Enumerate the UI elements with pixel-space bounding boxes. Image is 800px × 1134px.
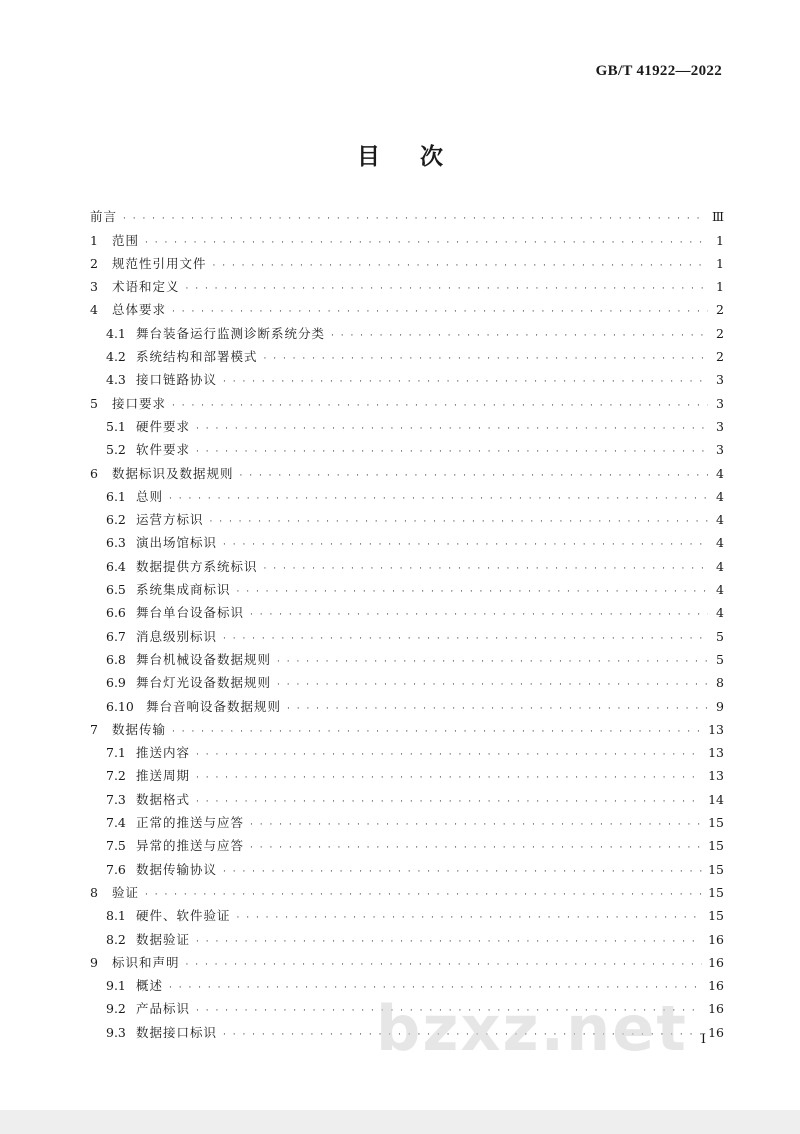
- toc-entry-number: 5.2: [106, 442, 126, 458]
- toc-entry-page: 16: [708, 978, 724, 994]
- toc-entry-page: 4: [716, 558, 724, 574]
- toc-leader-dots: [240, 470, 708, 482]
- toc-leader-dots: [196, 796, 702, 808]
- toc-entry[interactable]: [90, 901, 724, 924]
- toc-entry[interactable]: [90, 808, 724, 831]
- toc-entry-label: 系统集成商标识: [136, 582, 231, 598]
- toc-entry-label: 推送内容: [136, 745, 191, 761]
- toc-entry-number: 6.6: [106, 605, 126, 621]
- toc-leader-dots: [223, 633, 708, 645]
- toc-leader-dots: [196, 772, 702, 784]
- toc-entry-page: 2: [716, 302, 724, 318]
- toc-entry[interactable]: [90, 342, 724, 365]
- toc-entry[interactable]: [90, 831, 724, 854]
- toc-entry-number: 5: [90, 395, 98, 411]
- viewer-bottom-strip: [0, 1110, 800, 1134]
- toc-entry-page: 4: [716, 465, 724, 481]
- toc-leader-dots: [172, 400, 708, 412]
- toc-entry-label: 标识和声明: [112, 954, 180, 970]
- page-title: [0, 138, 800, 171]
- toc-entry[interactable]: [90, 948, 724, 971]
- toc-entry-page: Ⅲ: [711, 209, 724, 225]
- toc-entry-number: 8: [90, 884, 98, 900]
- toc-entry-number: 6.1: [106, 488, 126, 504]
- toc-entry[interactable]: [90, 388, 724, 411]
- toc-entry-number: 8.2: [106, 931, 126, 947]
- toc-entry-page: 16: [708, 1024, 724, 1040]
- toc-entry-page: 1: [716, 279, 724, 295]
- toc-entry-label: 总体要求: [112, 302, 167, 318]
- toc-entry[interactable]: [90, 575, 724, 598]
- toc-entry-number: 9.2: [106, 1001, 126, 1017]
- toc-entry-page: 9: [716, 698, 724, 714]
- toc-entry-label: 软件要求: [136, 442, 191, 458]
- toc-entry-label: 前言: [90, 209, 118, 225]
- standard-code: GB/T 41922—2022: [595, 63, 722, 79]
- toc-entry-number: 7.5: [106, 838, 126, 854]
- toc-entry-label: 硬件要求: [136, 418, 191, 434]
- toc-entry-number: 9.1: [106, 978, 126, 994]
- toc-leader-dots: [237, 912, 703, 924]
- toc-entry-page: 4: [716, 488, 724, 504]
- toc-entry-label: 系统结构和部署模式: [136, 349, 258, 365]
- toc-entry-number: 6.2: [106, 512, 126, 528]
- toc-entry-page: 14: [708, 791, 724, 807]
- toc-entry-number: 7.3: [106, 791, 126, 807]
- toc-entry-label: 正常的推送与应答: [136, 815, 245, 831]
- toc-entry-number: 6.7: [106, 628, 126, 644]
- toc-entry-label: 概述: [136, 978, 164, 994]
- toc-entry-page: 4: [716, 512, 724, 528]
- toc-entry-page: 15: [708, 908, 724, 924]
- toc-entry-label: 数据验证: [136, 931, 191, 947]
- toc-entry-label: 术语和定义: [112, 279, 180, 295]
- toc-entry-number: 4.2: [106, 349, 126, 365]
- toc-leader-dots: [213, 260, 708, 272]
- toc-leader-dots: [250, 842, 702, 854]
- toc-entry-page: 15: [708, 861, 724, 877]
- toc-entry-page: 16: [708, 954, 724, 970]
- toc-entry-number: 1: [90, 232, 98, 248]
- toc-entry-label: 舞台机械设备数据规则: [136, 651, 272, 667]
- toc-entry-page: 15: [708, 884, 724, 900]
- toc-leader-dots: [264, 353, 708, 365]
- toc-entry-page: 15: [708, 815, 724, 831]
- table-of-contents: [90, 202, 724, 1041]
- toc-entry[interactable]: [90, 318, 724, 341]
- watermark: bzxz.net: [376, 992, 688, 1065]
- toc-entry-number: 7: [90, 721, 98, 737]
- toc-entry-label: 推送周期: [136, 768, 191, 784]
- toc-entry-page: 4: [716, 605, 724, 621]
- toc-entry-page: 1: [716, 232, 724, 248]
- toc-leader-dots: [277, 679, 708, 691]
- toc-entry-number: 6.5: [106, 582, 126, 598]
- toc-leader-dots: [186, 959, 703, 971]
- toc-entry[interactable]: [90, 225, 724, 248]
- toc-entry[interactable]: [90, 551, 724, 574]
- toc-leader-dots: [145, 889, 702, 901]
- toc-entry-label: 舞台灯光设备数据规则: [136, 675, 272, 691]
- toc-entry-page: 13: [708, 768, 724, 784]
- toc-entry-label: 舞台音响设备数据规则: [146, 698, 282, 714]
- toc-entry[interactable]: [90, 761, 724, 784]
- toc-leader-dots: [172, 726, 702, 738]
- toc-leader-dots: [250, 609, 708, 621]
- toc-entry-label: 数据格式: [136, 791, 191, 807]
- toc-entry[interactable]: [90, 715, 724, 738]
- toc-entry[interactable]: [90, 878, 724, 901]
- toc-leader-dots: [196, 936, 702, 948]
- toc-entry[interactable]: [90, 621, 724, 644]
- toc-entry-number: 4.1: [106, 325, 126, 341]
- toc-entry-page: 8: [716, 675, 724, 691]
- toc-entry[interactable]: [90, 738, 724, 761]
- page-title-text: 目次: [357, 143, 483, 170]
- toc-leader-dots: [196, 446, 708, 458]
- toc-entry[interactable]: [90, 365, 724, 388]
- toc-entry-page: 16: [708, 1001, 724, 1017]
- toc-entry-label: 数据传输: [112, 721, 167, 737]
- toc-entry-page: 3: [716, 372, 724, 388]
- toc-entry-label: 硬件、软件验证: [136, 908, 231, 924]
- toc-entry-label: 验证: [112, 884, 140, 900]
- toc-leader-dots: [264, 563, 708, 575]
- toc-entry-page: 1: [716, 255, 724, 271]
- toc-entry[interactable]: [90, 482, 724, 505]
- toc-entry-page: 5: [716, 651, 724, 667]
- toc-entry-label: 范围: [112, 232, 140, 248]
- page-number: I: [700, 1032, 706, 1047]
- toc-entry-number: 7.1: [106, 745, 126, 761]
- toc-entry-label: 接口链路协议: [136, 372, 218, 388]
- toc-entry-page: 16: [708, 931, 724, 947]
- toc-entry-number: 3: [90, 279, 98, 295]
- toc-entry-page: 2: [716, 349, 724, 365]
- toc-entry-number: 7.4: [106, 815, 126, 831]
- toc-leader-dots: [287, 703, 708, 715]
- toc-leader-dots: [169, 493, 708, 505]
- toc-entry-page: 3: [716, 418, 724, 434]
- toc-entry-page: 4: [716, 582, 724, 598]
- toc-leader-dots: [210, 516, 708, 528]
- toc-entry-label: 运营方标识: [136, 512, 204, 528]
- toc-entry-number: 5.1: [106, 418, 126, 434]
- toc-entry-number: 6.8: [106, 651, 126, 667]
- toc-leader-dots: [277, 656, 708, 668]
- toc-entry-number: 6.9: [106, 675, 126, 691]
- toc-entry-number: 9: [90, 954, 98, 970]
- toc-entry[interactable]: [90, 854, 724, 877]
- toc-entry-page: 5: [716, 628, 724, 644]
- toc-entry-label: 数据标识及数据规则: [112, 465, 234, 481]
- toc-entry-label: 接口要求: [112, 395, 167, 411]
- toc-leader-dots: [250, 819, 702, 831]
- toc-entry[interactable]: [90, 971, 724, 994]
- toc-entry[interactable]: [90, 668, 724, 691]
- toc-entry[interactable]: [90, 202, 724, 225]
- toc-entry-label: 舞台装备运行监测诊断系统分类: [136, 325, 326, 341]
- toc-entry-number: 6: [90, 465, 98, 481]
- toc-entry-number: 2: [90, 255, 98, 271]
- toc-leader-dots: [172, 306, 708, 318]
- toc-leader-dots: [223, 376, 708, 388]
- toc-entry-page: 2: [716, 325, 724, 341]
- toc-entry[interactable]: [90, 249, 724, 272]
- toc-entry-page: 13: [708, 721, 724, 737]
- toc-entry-label: 规范性引用文件: [112, 255, 207, 271]
- toc-entry-number: 8.1: [106, 908, 126, 924]
- toc-entry-page: 3: [716, 395, 724, 411]
- toc-leader-dots: [123, 213, 706, 225]
- toc-entry-label: 数据提供方系统标识: [136, 558, 258, 574]
- toc-entry-label: 总则: [136, 488, 164, 504]
- toc-leader-dots: [223, 866, 702, 878]
- toc-leader-dots: [237, 586, 708, 598]
- toc-entry[interactable]: [90, 435, 724, 458]
- toc-entry[interactable]: [90, 924, 724, 947]
- toc-entry-number: 4.3: [106, 372, 126, 388]
- toc-entry-number: 7.6: [106, 861, 126, 877]
- toc-entry-page: 13: [708, 745, 724, 761]
- toc-entry-number: 7.2: [106, 768, 126, 784]
- toc-leader-dots: [145, 237, 708, 249]
- toc-entry-number: 6.4: [106, 558, 126, 574]
- toc-entry-label: 数据传输协议: [136, 861, 218, 877]
- toc-entry[interactable]: [90, 295, 724, 318]
- toc-entry[interactable]: [90, 784, 724, 807]
- toc-entry[interactable]: [90, 505, 724, 528]
- toc-entry-label: 产品标识: [136, 1001, 191, 1017]
- toc-entry-number: 9.3: [106, 1024, 126, 1040]
- toc-leader-dots: [196, 423, 708, 435]
- toc-leader-dots: [186, 283, 708, 295]
- toc-entry[interactable]: [90, 528, 724, 551]
- toc-entry[interactable]: [90, 645, 724, 668]
- toc-entry[interactable]: [90, 598, 724, 621]
- toc-entry[interactable]: [90, 691, 724, 714]
- toc-leader-dots: [196, 749, 702, 761]
- toc-entry-number: 6.10: [106, 698, 134, 714]
- toc-entry-page: 3: [716, 442, 724, 458]
- toc-entry-number: 4: [90, 302, 98, 318]
- toc-entry-number: 6.3: [106, 535, 126, 551]
- toc-entry-label: 演出场馆标识: [136, 535, 218, 551]
- toc-entry[interactable]: [90, 458, 724, 481]
- toc-entry-label: 舞台单台设备标识: [136, 605, 245, 621]
- toc-leader-dots: [223, 539, 708, 551]
- toc-entry-page: 15: [708, 838, 724, 854]
- toc-entry-label: 异常的推送与应答: [136, 838, 245, 854]
- toc-entry-label: 数据接口标识: [136, 1024, 218, 1040]
- toc-entry[interactable]: [90, 272, 724, 295]
- toc-entry-page: 4: [716, 535, 724, 551]
- toc-entry[interactable]: [90, 412, 724, 435]
- toc-leader-dots: [331, 330, 708, 342]
- toc-entry-label: 消息级别标识: [136, 628, 218, 644]
